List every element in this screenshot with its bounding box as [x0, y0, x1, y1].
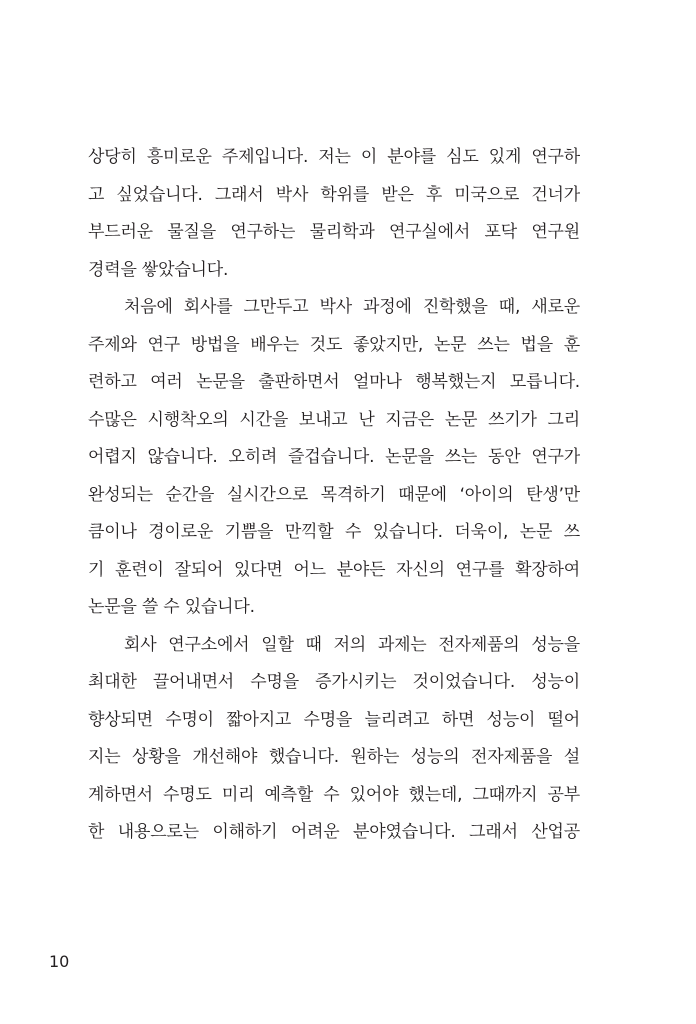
- body-text: [88, 139, 580, 852]
- text-line: 완성되는 순간을 실시간으로 목격하기 때문에 ‘아이의 탄생’만: [88, 484, 580, 505]
- text-line: 처음에 회사를 그만두고 박사 과정에 진학했을 때, 새로운: [124, 297, 580, 317]
- text-line: 어렵지 않습니다. 오히려 즐겁습니다. 논문을 쓰는 동안 연구가: [88, 447, 580, 467]
- text-line: 경력을 쌓았습니다.: [88, 259, 229, 280]
- text-line: 주제와 연구 방법을 배우는 것도 좋았지만, 논문 쓰는 법을 훈: [88, 334, 580, 355]
- text-line: 계하면서 수명도 미리 예측할 수 있어야 했는데, 그때까지 공부: [88, 784, 580, 805]
- text-line: 수많은 시행착오의 시간을 보내고 난 지금은 논문 쓰기가 그리: [88, 409, 580, 430]
- paragraph-3: [88, 627, 580, 852]
- text-line: 상당히 흥미로운 주제입니다. 저는 이 분야를 심도 있게 연구하: [88, 147, 580, 167]
- text-line: 논문을 쓸 수 있습니다.: [88, 597, 255, 617]
- text-line: 부드러운 물질을 연구하는 물리학과 연구실에서 포닥 연구원: [88, 222, 580, 242]
- text-line: 한 내용으로는 이해하기 어려운 분야였습니다. 그래서 산업공: [88, 822, 580, 842]
- page-number: 10: [49, 952, 70, 971]
- text-line: 지는 상황을 개선해야 했습니다. 원하는 성능의 전자제품을 설: [88, 747, 580, 767]
- paragraph-1: [88, 139, 580, 289]
- text-line: 고 싶었습니다. 그래서 박사 학위를 받은 후 미국으로 건너가: [88, 184, 580, 205]
- text-line: 큼이나 경이로운 기쁨을 만끽할 수 있습니다. 더욱이, 논문 쓰: [88, 522, 580, 542]
- paragraph-2: [88, 289, 580, 627]
- text-line: 향상되면 수명이 짧아지고 수명을 늘리려고 하면 성능이 떨어: [88, 709, 580, 730]
- text-line: 기 훈련이 잘되어 있다면 어느 분야든 자신의 연구를 확장하여: [88, 559, 580, 580]
- text-line: 회사 연구소에서 일할 때 저의 과제는 전자제품의 성능을: [124, 634, 580, 655]
- text-line: 최대한 끌어내면서 수명을 증가시키는 것이었습니다. 성능이: [88, 672, 580, 692]
- text-line: 련하고 여러 논문을 출판하면서 얼마나 행복했는지 모릅니다.: [88, 372, 580, 392]
